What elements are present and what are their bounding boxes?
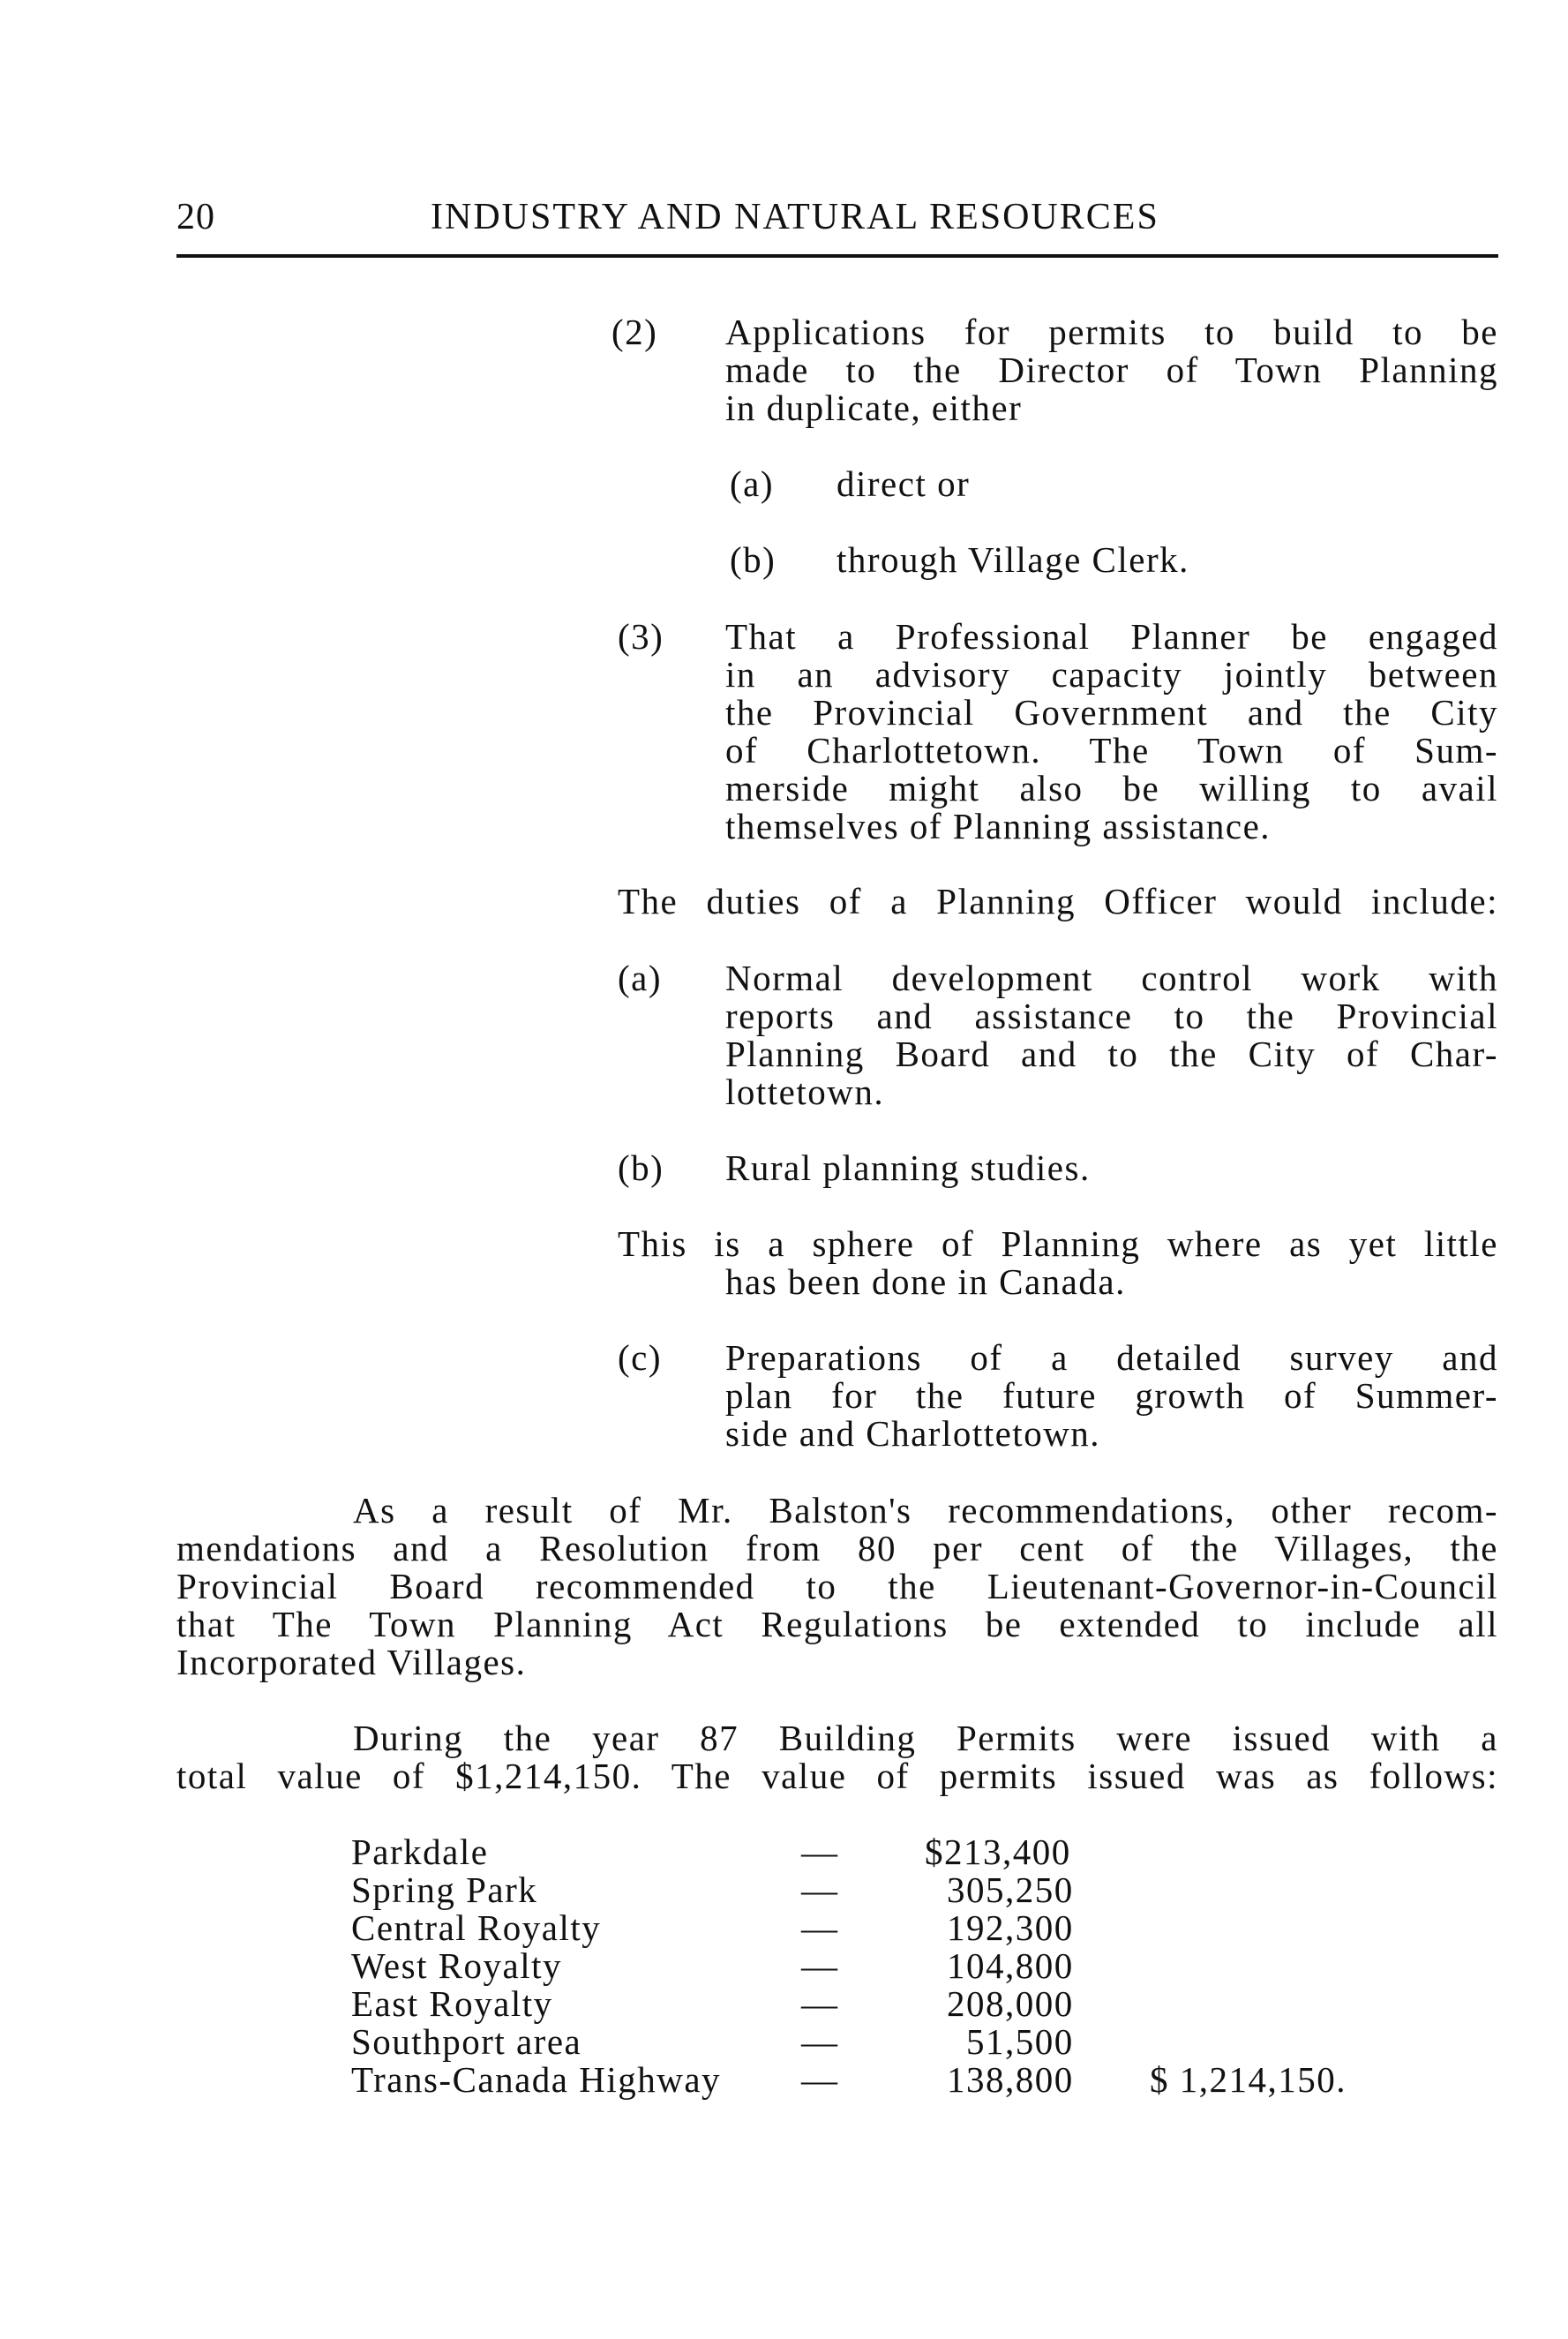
item-label: (c) xyxy=(618,1337,663,1378)
item-label: (3) xyxy=(618,616,664,657)
item-line: the Provincial Government and the City xyxy=(725,692,1498,733)
header-rule xyxy=(176,254,1498,258)
item-label: (a) xyxy=(730,463,775,504)
permit-area: Central Royalty xyxy=(351,1907,602,1948)
item-line: merside might also be willing to avail xyxy=(725,768,1498,808)
permit-value: 208,000 xyxy=(947,1983,1074,2024)
page-header xyxy=(176,196,1498,249)
item-line: That a Professional Planner be engaged xyxy=(725,616,1498,657)
item-line: side and Charlottetown. xyxy=(725,1413,1101,1454)
permit-dash: — xyxy=(801,2021,839,2062)
item-text: direct or xyxy=(837,463,971,504)
item-line: lottetown. xyxy=(725,1072,885,1112)
paragraph-line: total value of $1,214,150. The value of permits issued was as follows: xyxy=(176,1756,1498,1796)
paragraph-line: Incorporated Villages. xyxy=(176,1642,527,1682)
permit-area: Southport area xyxy=(351,2021,582,2062)
item-line: plan for the future growth of Summer- xyxy=(725,1375,1498,1416)
paragraph-line: Provincial Board recommended to the Lieutenant-Governor-in-Council xyxy=(176,1566,1498,1606)
permit-value: 305,250 xyxy=(947,1869,1074,1910)
item-line: reports and assistance to the Provincial xyxy=(725,996,1498,1036)
item-line: Applications for permits to build to be xyxy=(725,312,1498,352)
permit-dash: — xyxy=(801,1831,839,1872)
item-line: made to the Director of Town Planning xyxy=(725,350,1498,390)
permit-value: 192,300 xyxy=(947,1907,1074,1948)
sphere-note-line: has been done in Canada. xyxy=(725,1261,1126,1302)
item-line: in an advisory capacity jointly between xyxy=(725,654,1498,695)
item-line: themselves of Planning assistance. xyxy=(725,806,1272,846)
duties-intro: The duties of a Planning Officer would include: xyxy=(618,881,1498,921)
permit-dash: — xyxy=(801,1907,839,1948)
permit-dash: — xyxy=(801,1869,839,1910)
permit-dash: — xyxy=(801,2059,839,2100)
paragraph-line: mendations and a Resolution from 80 per cent of the Villages, the xyxy=(176,1528,1498,1568)
item-line: of Charlottetown. The Town of Sum- xyxy=(725,730,1498,771)
item-line: Planning Board and to the City of Char- xyxy=(725,1034,1498,1074)
running-title: INDUSTRY AND NATURAL RESOURCES xyxy=(431,197,1159,237)
item-line: Preparations of a detailed survey and xyxy=(725,1337,1498,1378)
permit-value: 51,500 xyxy=(966,2021,1074,2062)
permit-area: West Royalty xyxy=(351,1945,563,1986)
permit-area: Spring Park xyxy=(351,1869,538,1910)
permits-total: $ 1,214,150. xyxy=(1150,2059,1347,2100)
sphere-note-line: This is a sphere of Planning where as yet little xyxy=(618,1223,1498,1264)
permit-area: Parkdale xyxy=(351,1831,489,1872)
permit-dash: — xyxy=(801,1945,839,1986)
permit-dash: — xyxy=(801,1983,839,2024)
item-line: Normal development control work with xyxy=(725,958,1498,998)
item-label: (b) xyxy=(730,539,776,580)
page-number: 20 xyxy=(176,197,215,237)
item-label: (b) xyxy=(618,1147,664,1188)
item-label: (a) xyxy=(618,958,663,998)
item-text: through Village Clerk. xyxy=(837,539,1189,580)
permit-value: 104,800 xyxy=(947,1945,1074,1986)
paragraph-line: During the year 87 Building Permits were issued with a xyxy=(353,1718,1498,1758)
permit-area: East Royalty xyxy=(351,1983,553,2024)
item-label: (2) xyxy=(611,312,658,352)
paragraph-line: that The Town Planning Act Regulations be extended to include all xyxy=(176,1604,1498,1644)
permit-value: $213,400 xyxy=(925,1831,1071,1872)
item-line: in duplicate, either xyxy=(725,387,1023,428)
permit-area: Trans-Canada Highway xyxy=(351,2059,722,2100)
paragraph-line: As a result of Mr. Balston's recommendations, other recom- xyxy=(353,1490,1498,1531)
permit-value: 138,800 xyxy=(947,2059,1074,2100)
item-text: Rural planning studies. xyxy=(725,1147,1091,1188)
